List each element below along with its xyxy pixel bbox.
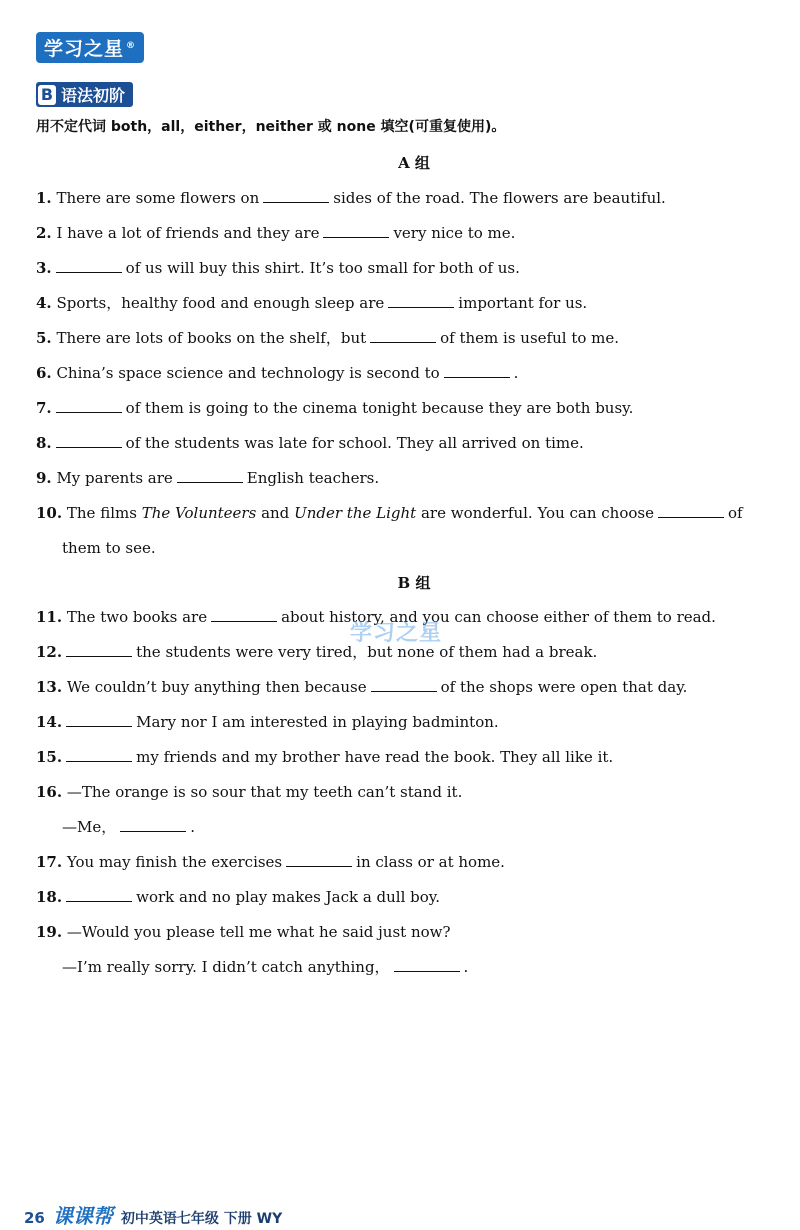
question-number: 8. (36, 434, 52, 452)
answer-blank[interactable] (263, 188, 329, 203)
question-text-before: —I’m really sorry. I didn’t catch anything， (62, 958, 390, 976)
answer-blank[interactable] (66, 712, 132, 727)
question-text-after: of the students was late for school. They all arrived on time. (125, 434, 584, 452)
question-number: 10. (36, 504, 63, 522)
answer-blank[interactable] (371, 677, 437, 692)
question-number: 15. (36, 748, 63, 766)
group-b-title: B 组 (397, 574, 431, 592)
question-number: 6. (36, 364, 52, 382)
question-number: 18. (36, 888, 63, 906)
question-text-after: of us will buy this shirt. It’s too small for both of us. (125, 259, 520, 277)
question-3 (36, 258, 520, 278)
answer-blank[interactable] (177, 468, 243, 483)
answer-blank[interactable] (444, 363, 510, 378)
question-10 (36, 503, 743, 523)
question-text-before: Sports，healthy food and enough sleep are (56, 294, 385, 312)
question-text-after: work and no play makes Jack a dull boy. (136, 888, 441, 906)
question-text-after: my friends and my brother have read the book. They all like it. (136, 748, 614, 766)
logo-text: 学习之星 (44, 38, 125, 60)
question-text-part: The films (66, 504, 137, 522)
answer-blank[interactable] (66, 642, 132, 657)
question-8 (36, 433, 584, 453)
question-text-before: —Me， (62, 818, 117, 836)
question-text-after: of (727, 504, 743, 522)
question-text-after: the students were very tired，but none of them had a break. (136, 643, 598, 661)
question-number: 19. (36, 923, 63, 941)
question-19 (36, 922, 451, 942)
question-text-before: We couldn’t buy anything then because (66, 678, 367, 696)
question-text-after: about history, and you can choose either of them to read. (281, 608, 716, 626)
question-text-after: . (463, 958, 469, 976)
question-text-part: and (261, 504, 290, 522)
answer-blank[interactable] (56, 433, 122, 448)
publisher-logo (36, 32, 144, 63)
question-17 (36, 852, 505, 872)
question-7 (36, 398, 633, 418)
answer-blank[interactable] (66, 747, 132, 762)
answer-blank[interactable] (388, 293, 454, 308)
question-9 (36, 468, 379, 488)
watermark-logo: 学习之星 (350, 621, 443, 646)
page-footer (24, 1200, 282, 1229)
answer-blank[interactable] (658, 503, 724, 518)
question-12 (36, 642, 597, 662)
question-text-after: sides of the road. The flowers are beautiful. (333, 189, 666, 207)
question-18 (36, 887, 440, 907)
question-number: 13. (36, 678, 63, 696)
answer-blank[interactable] (323, 223, 389, 238)
answer-blank[interactable] (286, 852, 352, 867)
question-13 (36, 677, 687, 697)
question-4 (36, 293, 587, 313)
page-number: 26 (24, 1209, 45, 1227)
question-14 (36, 712, 499, 732)
answer-blank[interactable] (370, 328, 436, 343)
question-number: 11. (36, 608, 63, 626)
question-text-after: of them is useful to me. (440, 329, 620, 347)
dialogue-line-1: —The orange is so sour that my teeth can’t stand it. (66, 783, 463, 801)
dialogue-line-1: —Would you please tell me what he said just now? (66, 923, 451, 941)
exercise-instructions: 用不定代词 both，all，either，neither 或 none 填空(可重复使用)。 (36, 119, 506, 135)
question-number: 14. (36, 713, 63, 731)
book-brand: 课课帮 (52, 1204, 113, 1228)
question-number: 1. (36, 189, 52, 207)
question-text-before: China’s space science and technology is second to (56, 364, 440, 382)
question-text-after: of them is going to the cinema tonight because they are both busy. (125, 399, 634, 417)
answer-blank[interactable] (211, 607, 277, 622)
question-text-after: in class or at home. (356, 853, 505, 871)
section-title: 语法初阶 (61, 86, 126, 105)
question-text-before: You may finish the exercises (66, 853, 283, 871)
question-number: 17. (36, 853, 63, 871)
question-2 (36, 223, 515, 243)
question-number: 3. (36, 259, 52, 277)
question-text-after: important for us. (458, 294, 588, 312)
question-number: 2. (36, 224, 52, 242)
answer-blank[interactable] (120, 817, 186, 832)
question-19-response (62, 957, 468, 977)
question-text-before: The two books are (66, 608, 208, 626)
question-number: 7. (36, 399, 52, 417)
answer-blank[interactable] (56, 258, 122, 273)
section-letter-icon: B (38, 85, 56, 105)
question-5 (36, 328, 619, 348)
question-number: 12. (36, 643, 63, 661)
question-text-after: Mary nor I am interested in playing badminton. (136, 713, 499, 731)
question-number: 9. (36, 469, 52, 487)
question-text-after: of the shops were open that day. (440, 678, 688, 696)
book-subtitle: 初中英语七年级 下册 WY (120, 1211, 283, 1227)
question-text-after: . (190, 818, 196, 836)
question-16 (36, 782, 462, 802)
registered-mark: ® (126, 40, 137, 51)
answer-blank[interactable] (66, 887, 132, 902)
question-10-continuation: them to see. (62, 539, 156, 557)
question-15 (36, 747, 613, 767)
question-1 (36, 188, 666, 208)
group-a-title: A 组 (398, 154, 430, 172)
question-number: 5. (36, 329, 52, 347)
section-badge (36, 82, 133, 107)
question-text-after: . (513, 364, 519, 382)
question-text-before: My parents are (56, 469, 173, 487)
question-text-before: There are lots of books on the shelf，but (56, 329, 367, 347)
question-text-before: There are some flowers on (56, 189, 260, 207)
answer-blank[interactable] (394, 957, 460, 972)
question-number: 4. (36, 294, 52, 312)
question-text-after: very nice to me. (393, 224, 516, 242)
question-text-part: are wonderful. You can choose (420, 504, 654, 522)
question-16-response (62, 817, 195, 837)
question-number: 16. (36, 783, 63, 801)
film-title: The Volunteers (141, 504, 257, 522)
question-text-after: English teachers. (246, 469, 380, 487)
answer-blank[interactable] (56, 398, 122, 413)
question-text-before: I have a lot of friends and they are (56, 224, 320, 242)
question-6 (36, 363, 518, 383)
film-title: Under the Light (294, 504, 417, 522)
